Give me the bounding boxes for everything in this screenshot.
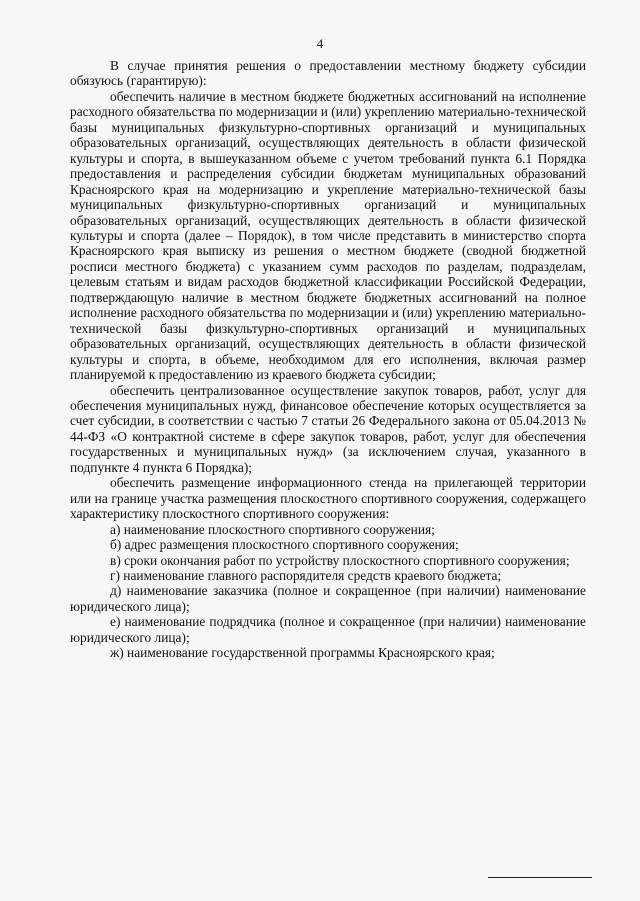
paragraph-intro: В случае принятия решения о предоставлении местному бюджету субсидии обязуюсь (гарантирую): (70, 58, 586, 89)
list-item-zh: ж) наименование государственной программы Красноярского края; (110, 645, 495, 661)
paragraph-budget-allocations: обеспечить наличие в местном бюджете бюджетных ассигнований на исполнение расходного обязательства по модернизации и (или) укреплению материально-технической базы муниципальных физкультурно-спортивных организаций и муниципальных образовательных организаций, осуществляющих деятельность в области физической культуры и спорта, в вышеуказанном объеме с учетом требований пункта 6.1 Порядка предоставления и распределения субсидии бюджетам муниципальных образований Красноярского края на модернизацию и укрепление материально-технической базы муниципальных физкультурно-спортивных организаций и муниципальных образовательных организаций, осуществляющих деятельность в области физической культуры и спорта (далее – Порядок), в том числе представить в министерство спорта Красноярского края выписку из решения о местном бюджете (сводной бюджетной росписи местного бюджета) с указанием сумм расходов по разделам, подразделам, целевым статьям и видам расходов бюджетной классификации Российской Федерации, подтверждающую наличие в местном бюджете бюджетных ассигнований на полное исполнение расходного обязательства по модернизации и (или) укреплению материально-технической базы физкультурно-спортивных организаций и муниципальных образовательных организаций, осуществляющих деятельность в области физической культуры и спорта, в объеме, необходимом для его исполнения, включая размер планируемой к предоставлению из краевого бюджета субсидии; (70, 88, 586, 383)
list-item-d: д) наименование заказчика (полное и сокращенное (при наличии) наименование юридического лица); (70, 583, 586, 614)
footer-rule (488, 877, 592, 878)
paragraph-information-stand: обеспечить размещение информационного стенда на прилегающей территории или на границе участка размещения плоскостного спортивного сооружения, содержащего характеристику плоскостного спортивного сооружения: (70, 475, 586, 522)
list-item-a: а) наименование плоскостного спортивного сооружения; (110, 521, 435, 537)
list-item-e: е) наименование подрядчика (полное и сокращенное (при наличии) наименование юридического лица); (70, 614, 586, 645)
page-number: 4 (316, 36, 324, 51)
paragraph-centralized-procurement: обеспечить централизованное осуществление закупок товаров, работ, услуг для обеспечения муниципальных нужд, финансовое обеспечение которых осуществляется за счет субсидии, в соответствии с частью 7 статьи 26 Федерального закона от 05.04.2013 № 44-ФЗ «О контрактной системе в сфере закупок товаров, работ, услуг для обеспечения государственных и муниципальных нужд» (за исключением случая, указанного в подпункте 4 пункта 6 Порядка); (70, 382, 586, 475)
list-item-v: в) сроки окончания работ по устройству плоскостного спортивного сооружения; (110, 552, 570, 568)
list-item-g: г) наименование главного распорядителя средств краевого бюджета; (110, 567, 502, 583)
list-item-b: б) адрес размещения плоскостного спортивного сооружения; (110, 537, 459, 553)
